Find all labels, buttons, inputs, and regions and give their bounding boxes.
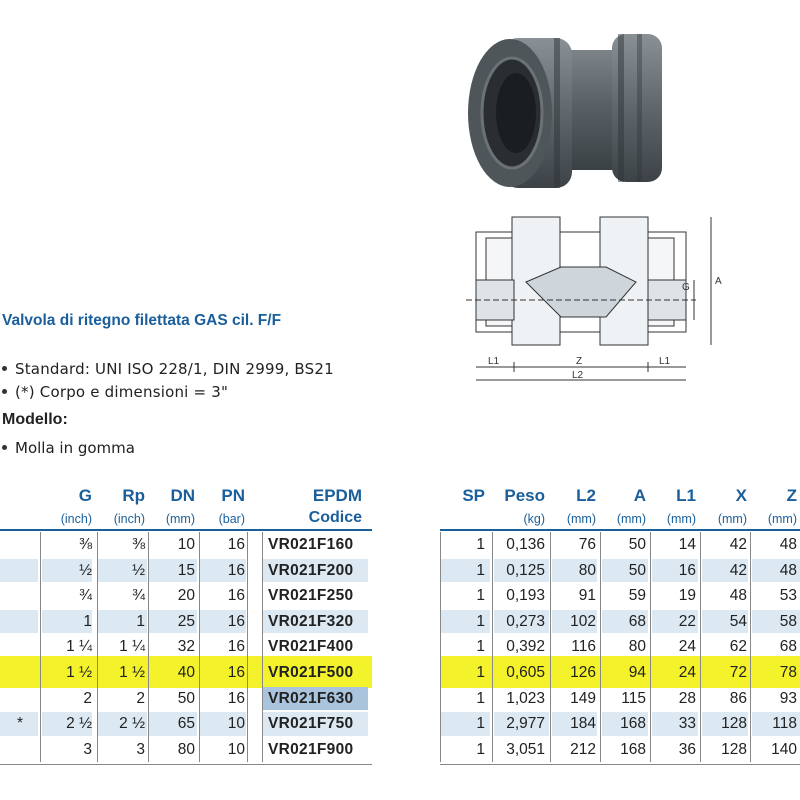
cell-g: ½ <box>79 561 92 579</box>
column-divider <box>550 532 551 762</box>
cell-z: 140 <box>771 740 797 758</box>
cell-l1: 22 <box>678 612 696 630</box>
column-unit-rp: (inch) <box>113 512 145 526</box>
column-header-g: G <box>78 486 92 505</box>
cell-x: 72 <box>729 664 747 681</box>
column-unit-x: (mm) <box>717 512 747 526</box>
column-divider <box>750 532 751 762</box>
cell-sp: 1 <box>476 536 485 553</box>
cell-pn: 16 <box>227 561 245 579</box>
cell-peso: 0,125 <box>506 561 545 579</box>
cell-l2: 184 <box>570 715 596 733</box>
cell-peso: 0,136 <box>506 536 545 553</box>
column-header-pn: PN <box>221 486 245 505</box>
column-unit-g: (inch) <box>60 512 92 526</box>
cell-a: 168 <box>620 715 646 733</box>
cell-peso: 0,193 <box>506 587 545 605</box>
column-header-peso: Peso <box>504 486 545 505</box>
cell-sp: 1 <box>476 715 485 733</box>
valve-product-photo <box>462 20 678 210</box>
cell-z: 93 <box>779 689 797 707</box>
column-unit-pn: (bar) <box>218 512 245 526</box>
cell-g: ⅜ <box>79 536 92 553</box>
cell-x: 42 <box>729 561 747 579</box>
drawing-label-l1-left: L1 <box>488 356 500 367</box>
cell-l2: 212 <box>570 740 596 758</box>
valve-technical-drawing <box>466 212 726 388</box>
drawing-label-g: G <box>682 282 690 293</box>
cell-g: ¾ <box>79 587 92 605</box>
cell-l2: 76 <box>578 536 596 553</box>
cell-rp: 2 <box>136 689 145 707</box>
cell-pn: 10 <box>227 740 245 758</box>
cell-code: VR021F250 <box>268 587 354 605</box>
cell-a: 80 <box>628 638 646 656</box>
cell-dn: 32 <box>177 638 195 656</box>
feature-text: (*) Corpo e dimensioni = 3" <box>15 383 229 401</box>
cell-a: 50 <box>628 561 646 579</box>
cell-sp: 1 <box>476 740 485 758</box>
cell-peso: 0,392 <box>506 638 545 656</box>
cell-dn: 25 <box>177 612 195 630</box>
cell-code: VR021F160 <box>268 536 354 553</box>
column-header-codice: Codice <box>308 509 362 526</box>
product-title: Valvola di ritegno filettata GAS cil. F/F <box>2 312 282 329</box>
cell-l2: 102 <box>570 612 596 630</box>
cell-code: VR021F500 <box>268 664 354 681</box>
cell-l2: 149 <box>570 689 596 707</box>
cell-dn: 20 <box>177 587 195 605</box>
drawing-label-z: Z <box>576 356 583 367</box>
feature-item <box>2 381 334 404</box>
bullet-dot-icon <box>2 445 7 450</box>
cell-z: 68 <box>779 638 797 656</box>
cell-x: 48 <box>729 587 747 605</box>
column-header-epdm: EPDM <box>312 486 362 505</box>
cell-peso: 1,023 <box>506 689 545 707</box>
cell-g: 1 <box>83 612 92 630</box>
column-header-l2: L2 <box>576 486 596 505</box>
cell-rp: 2 ½ <box>119 715 145 733</box>
cell-a: 59 <box>628 587 646 605</box>
cell-dn: 10 <box>177 536 195 553</box>
cell-peso: 2,977 <box>506 715 545 733</box>
cell-l1: 33 <box>678 715 696 733</box>
table-row <box>0 583 800 609</box>
table-left-bottom-rule <box>0 764 372 765</box>
cell-dn: 80 <box>177 740 195 758</box>
cell-pn: 16 <box>227 638 245 656</box>
column-divider <box>492 532 493 762</box>
table-row <box>0 737 800 763</box>
cell-sp: 1 <box>476 638 485 656</box>
cell-a: 68 <box>628 612 646 630</box>
column-divider <box>700 532 701 762</box>
bullet-dot-icon <box>2 389 7 394</box>
cell-rp: 3 <box>136 740 145 758</box>
cell-pn: 16 <box>227 689 245 707</box>
cell-sp: 1 <box>476 587 485 605</box>
cell-sp: 1 <box>476 664 485 681</box>
cell-a: 50 <box>628 536 646 553</box>
table-row <box>0 634 800 660</box>
cell-l1: 28 <box>678 689 696 707</box>
cell-l1: 14 <box>678 536 696 553</box>
cell-code: VR021F320 <box>268 612 354 630</box>
bullet-dot-icon <box>2 366 7 371</box>
cell-rp: 1 <box>136 612 145 630</box>
cell-code: VR021F630 <box>268 689 354 707</box>
table-row <box>0 532 800 558</box>
cell-l1: 19 <box>678 587 696 605</box>
table-row <box>0 686 800 712</box>
table-row <box>0 711 800 737</box>
cell-z: 118 <box>772 715 797 733</box>
cell-l1: 36 <box>678 740 696 758</box>
cell-code: VR021F900 <box>268 740 354 758</box>
column-header-z: Z <box>786 486 797 505</box>
column-divider <box>600 532 601 762</box>
cell-l1: 24 <box>678 664 696 681</box>
cell-l1: 16 <box>678 561 696 579</box>
drawing-label-l1-right: L1 <box>659 356 671 367</box>
cell-rp: 1 ¼ <box>119 638 145 656</box>
cell-z: 48 <box>779 561 797 579</box>
cell-l2: 91 <box>578 587 596 605</box>
cell-sp: 1 <box>476 561 485 579</box>
feature-text: Standard: UNI ISO 228/1, DIN 2999, BS21 <box>15 360 334 378</box>
cell-code: VR021F750 <box>268 715 354 733</box>
cell-peso: 0,605 <box>506 664 545 681</box>
cell-dn: 65 <box>177 715 195 733</box>
cell-z: 48 <box>779 536 797 553</box>
cell-a: 115 <box>621 689 646 707</box>
cell-g: 1 ½ <box>66 664 92 681</box>
table-right-header-rule <box>440 529 800 531</box>
cell-pn: 16 <box>227 587 245 605</box>
column-header-dn: DN <box>170 486 195 505</box>
cell-l2: 126 <box>570 664 596 681</box>
cell-pn: 16 <box>227 612 245 630</box>
cell-dn: 40 <box>177 664 195 681</box>
cell-pn: 16 <box>227 536 245 553</box>
cell-x: 128 <box>721 715 747 733</box>
cell-x: 86 <box>729 689 747 707</box>
column-header-a: A <box>633 486 646 505</box>
column-divider <box>650 532 651 762</box>
column-unit-dn: (mm) <box>165 512 195 526</box>
column-unit-l1: (mm) <box>666 512 696 526</box>
cell-peso: 3,051 <box>506 740 545 758</box>
cell-x: 54 <box>729 612 747 630</box>
cell-rp: ⅜ <box>132 536 145 553</box>
feature-list <box>2 358 334 404</box>
table-row <box>0 558 800 584</box>
column-unit-l2: (mm) <box>566 512 596 526</box>
column-unit-peso: (kg) <box>523 512 545 526</box>
column-header-l1: L1 <box>676 486 696 505</box>
cell-sp: 1 <box>476 612 485 630</box>
cell-z: 58 <box>779 612 797 630</box>
cell-l2: 116 <box>571 638 596 656</box>
table-row <box>0 609 800 635</box>
cell-code: VR021F400 <box>268 638 354 656</box>
model-text: Molla in gomma <box>15 439 135 457</box>
drawing-label-l2: L2 <box>572 370 584 381</box>
cell-peso: 0,273 <box>506 612 545 630</box>
table-row <box>0 660 800 686</box>
column-divider <box>440 532 441 762</box>
cell-z: 78 <box>779 664 797 681</box>
cell-l1: 24 <box>678 638 696 656</box>
model-item <box>2 437 135 460</box>
cell-g: 3 <box>83 740 92 758</box>
column-unit-z: (mm) <box>767 512 797 526</box>
cell-z: 53 <box>779 587 797 605</box>
column-unit-a: (mm) <box>616 512 646 526</box>
column-header-x: X <box>735 486 747 505</box>
table-left-header-rule <box>0 529 372 531</box>
cell-code: VR021F200 <box>268 561 354 579</box>
row-mark: * <box>16 715 24 733</box>
cell-x: 42 <box>729 536 747 553</box>
cell-dn: 15 <box>177 561 195 579</box>
feature-item <box>2 358 334 381</box>
drawing-label-a: A <box>715 276 722 287</box>
cell-g: 2 ½ <box>66 715 92 733</box>
cell-dn: 50 <box>177 689 195 707</box>
cell-pn: 10 <box>227 715 245 733</box>
cell-pn: 16 <box>227 664 245 681</box>
cell-rp: ½ <box>132 561 145 579</box>
cell-g: 2 <box>83 689 92 707</box>
model-heading: Modello: <box>2 411 68 428</box>
column-header-sp: SP <box>462 486 485 505</box>
table-right-bottom-rule <box>440 764 800 765</box>
cell-x: 128 <box>721 740 747 758</box>
cell-a: 168 <box>620 740 646 758</box>
cell-a: 94 <box>628 664 646 681</box>
column-header-rp: Rp <box>122 486 145 505</box>
cell-g: 1 ¼ <box>66 638 92 656</box>
cell-x: 62 <box>729 638 747 656</box>
cell-l2: 80 <box>578 561 596 579</box>
cell-rp: 1 ½ <box>119 664 145 681</box>
cell-rp: ¾ <box>132 587 145 605</box>
cell-sp: 1 <box>476 689 485 707</box>
